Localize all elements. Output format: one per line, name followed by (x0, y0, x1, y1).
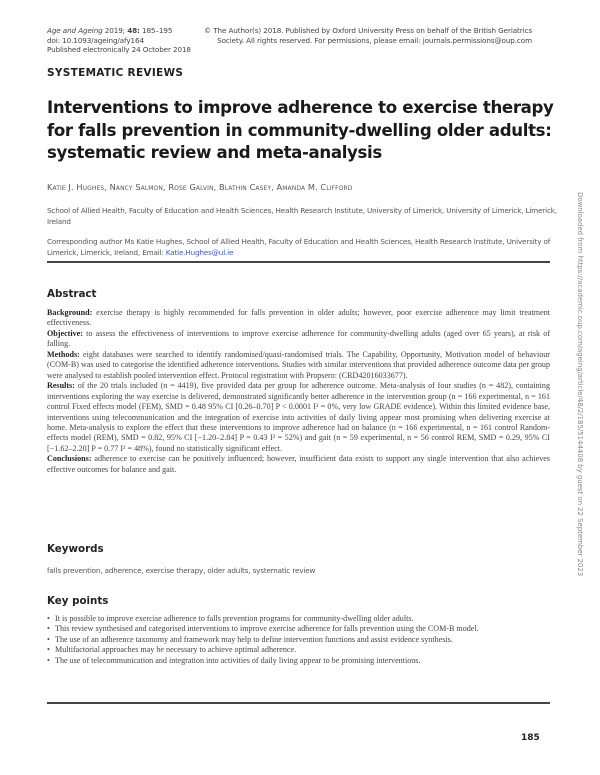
journal-citation (47, 26, 191, 55)
key-point: • This review synthesised and categorised interventions to improve exercise adherence for falls prevention using the COM-B model. (47, 624, 550, 634)
results-label: Results: (47, 381, 75, 391)
key-points-heading: Key points (47, 595, 109, 607)
abstract-heading: Abstract (47, 288, 97, 300)
copyright-notice (204, 26, 532, 46)
objective-text: to assess the effectiveness of interventions to improve exercise adherence for community-dwelling adults (aged over 65 years), at risk of falling. (47, 328, 550, 349)
year-text: 2019; (102, 26, 128, 35)
methods-label: Methods: (47, 349, 80, 359)
abstract-methods (47, 350, 550, 381)
copyright-line-2: Society. All rights reserved. For permissions, please email: journals.permissions@oup.com (217, 36, 532, 45)
background-text: exercise therapy is highly recommended for falls prevention in older adults; however, poor exercise adherence may limit treatment effectiveness. (47, 308, 550, 328)
conclusions-label: Conclusions: (47, 454, 92, 464)
methods-text: eight databases were searched to identify randomised/quasi-randomised trials. The Capability, Opportunity, Motivation model of behaviour (COM-B) was used to categorise the identified adherence interventions. Studies with similar interventions that provided adherence outcome data per group were analysed to establish pooled intervention effect. Protocol registration with Propsero: (CRD42016033677). (47, 349, 550, 380)
journal-name: Age and Ageing (47, 26, 103, 35)
doi: doi: 10.1093/ageing/afy164 (47, 35, 144, 45)
keywords-heading: Keywords (47, 543, 104, 555)
abstract-results (47, 381, 550, 454)
key-points-list (47, 614, 550, 666)
key-point: • The use of telecommunication and integration into activities of daily living appear to be promising interventions. (47, 656, 550, 666)
corresponding-text: Corresponding author Ms Katie Hughes, School of Allied Health, Faculty of Education and Health Sciences, Health Research Institute, University of Limerick, Limerick, Ireland, Email: (47, 237, 551, 257)
conclusions-text: adherence to exercise can be positively influenced; however, insufficient data exists to support any single intervention that also achieves effective outcomes for balance and gait. (47, 454, 550, 474)
keywords-list: falls prevention, adherence, exercise therapy, older adults, systematic review (47, 566, 316, 575)
section-label: SYSTEMATIC REVIEWS (47, 67, 184, 79)
download-watermark: Downloaded from https://academic.oup.com/ageing/article/48/2/185/5144408 by guest on 22 September 2023 (576, 192, 584, 577)
authors-text: Katie J. Hughes, Nancy Salmon, Rose Galvin, Blathin Casey, Amanda M. Clifford (47, 182, 353, 192)
key-point: • Multifactorial approaches may be necessary to achieve optimal adherence. (47, 645, 550, 655)
volume: 48: (127, 26, 140, 35)
page-range: 185–195 (139, 26, 173, 35)
corresponding-author (47, 237, 567, 258)
page-number: 185 (521, 733, 540, 743)
abstract-objective (47, 329, 550, 350)
objective-label: Objective: (47, 328, 83, 338)
divider-bottom (47, 702, 550, 704)
background-label: Background: (47, 308, 93, 317)
divider-top (47, 261, 550, 263)
abstract-conclusions (47, 454, 550, 475)
key-point: • It is possible to improve exercise adherence to falls prevention programs for community-dwelling older adults. (47, 614, 550, 624)
citation-line (47, 26, 191, 36)
copyright-line-1: © The Author(s) 2018. Published by Oxford University Press on behalf of the British Geriatrics (203, 26, 532, 35)
email-link[interactable]: Katie.Hughes@ul.ie (165, 247, 234, 257)
abstract-body (47, 308, 550, 475)
affiliation: School of Allied Health, Faculty of Education and Health Sciences, Health Research Institute, University of Limerick, University of Limerick, Limerick, Ireland (47, 206, 557, 226)
author-list (47, 182, 352, 192)
abstract-background (47, 308, 550, 329)
article-title: Interventions to improve adherence to exercise therapy for falls prevention in community-dwelling older adults: systematic review and meta-analysis (47, 98, 554, 162)
published-date: Published electronically 24 October 2018 (47, 45, 191, 55)
key-point: • The use of an adherence taxonomy and framework may help to define intervention functions and assist evidence synthesis. (47, 635, 550, 645)
results-text: of the 20 trials included (n = 4419), five provided data per group for adherence outcome. Meta-analysis of four studies (n = 482), containing interventions exploring the way exercise is delivered, demonstrated significantly better adherence in the intervention group (n = 166 experimental, n = 161 control Fixed effects model (FEM), SMD = 0.48 95% CI [0.26–0.70] P < 0.0001 I² = 0%, very low GRADE evidence). Within this limited evidence base, interventions using telecommunication and the integration of exercise into activities of daily living appear most promising when delivering exercise at home. Meta-analysis to explore the effect that these interventions to improve adherence had on balance (n = 166 experimental, n = 161 control Random-effects model (REM), SMD = 0.82, 95% CI [−1.20–2.84] P = 0.43 I² = 52%) and gait (n = 59 experimental, n = 56 control REM, SMD = 0.29, 95% CI [−1.62–2.20] P = 0.77 I² = 48%), found no statistically significant effect. (47, 381, 550, 453)
